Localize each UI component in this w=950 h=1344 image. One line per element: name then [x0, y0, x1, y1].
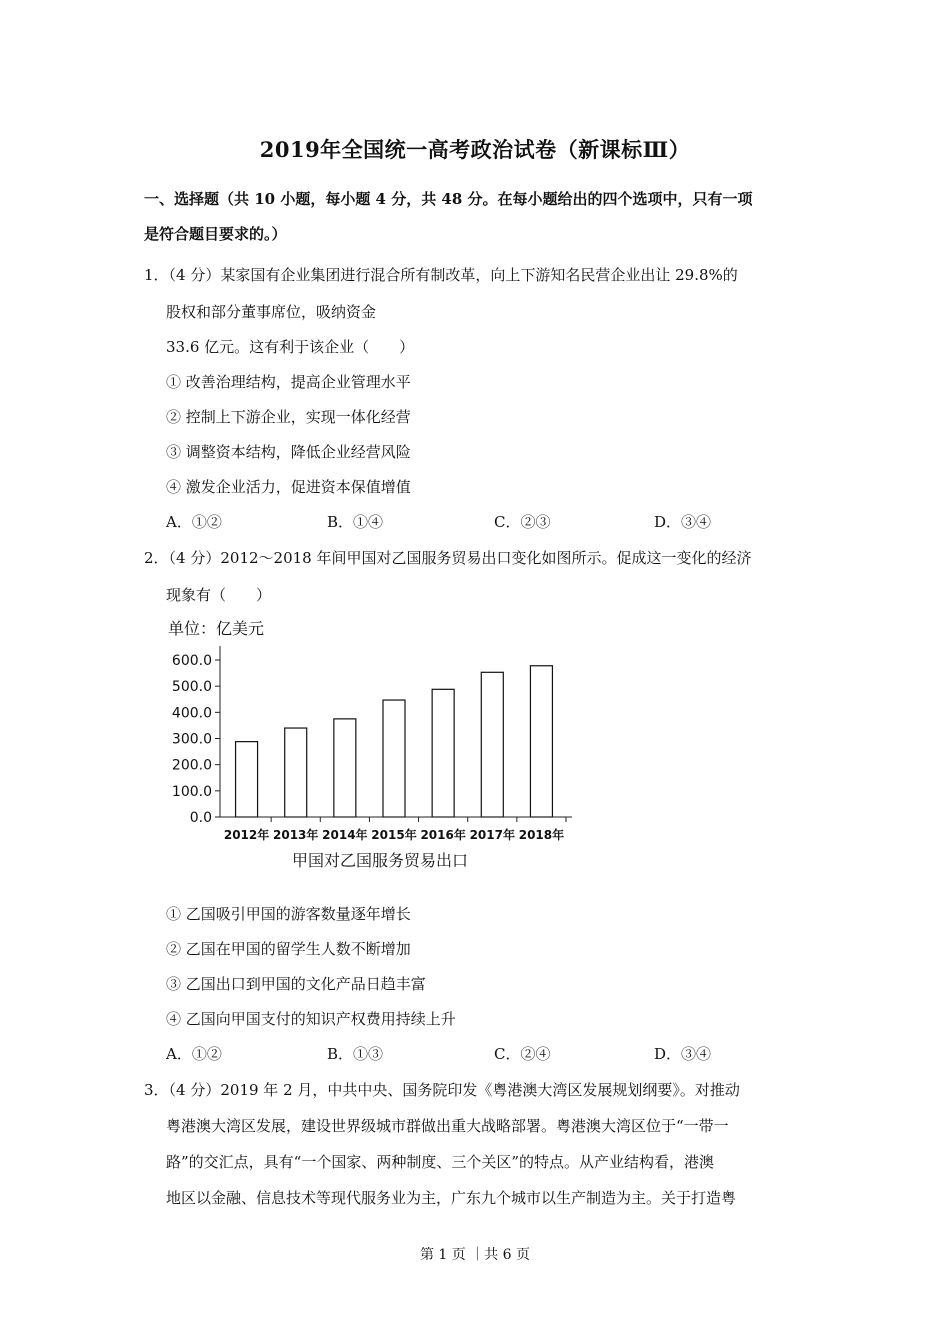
y-tick-label: 400.0	[171, 705, 212, 722]
bar	[383, 700, 405, 817]
bar	[481, 672, 503, 817]
question-3-stem: 地区以金融、信息技术等现代服务业为主，广东九个城市以生产制造为主。关于打造粤	[166, 1189, 737, 1207]
bar	[530, 666, 552, 817]
question-2-item: ③ 乙国出口到甲国的文化产品日趋丰富	[166, 975, 426, 993]
question-3-stem: 路”的交汇点，具有“一个国家、两种制度、三个关区”的特点。从产业结构看，港澳	[166, 1153, 715, 1171]
question-1-item: ② 控制上下游企业，实现一体化经营	[166, 408, 411, 426]
y-tick-label: 200.0	[171, 757, 212, 774]
y-tick-label: 600.0	[171, 653, 212, 669]
question-2-item: ④ 乙国向甲国支付的知识产权费用持续上升	[166, 1010, 456, 1028]
question-1-item: ③ 调整资本结构，降低企业经营风险	[166, 443, 411, 461]
question-2-option-d: D．③④	[654, 1045, 712, 1063]
x-tick-label: 2016年	[420, 828, 466, 842]
bar	[334, 719, 356, 817]
question-1-item: ① 改善治理结构，提高企业管理水平	[166, 373, 411, 391]
bar	[285, 728, 307, 817]
question-1-option-b: B．①④	[327, 513, 384, 531]
chart-unit-label: 单位：亿美元	[168, 619, 265, 638]
x-tick-label: 2015年	[371, 828, 417, 842]
question-1-option-a: A．①②	[166, 513, 222, 531]
question-1-option-d: D．③④	[654, 513, 712, 531]
question-2-item: ① 乙国吸引甲国的游客数量逐年增长	[166, 905, 411, 923]
y-tick-label: 300.0	[171, 731, 212, 748]
chart-x-title: 甲国对乙国服务贸易出口	[291, 851, 469, 870]
bars	[236, 666, 553, 817]
bar	[432, 689, 454, 817]
page-footer: 第 1 页 ｜共 6 页	[419, 1247, 531, 1263]
question-1-option-c: C．②③	[494, 513, 551, 531]
question-2-option-c: C．②④	[494, 1045, 551, 1063]
question-1-item: ④ 激发企业活力，促进资本保值增值	[166, 478, 411, 496]
question-2-item: ② 乙国在甲国的留学生人数不断增加	[166, 940, 411, 958]
y-tick-label: 0.0	[189, 810, 212, 826]
question-2-option-a: A．①②	[166, 1045, 222, 1063]
y-tick-label: 500.0	[171, 679, 212, 696]
x-tick-label: 2018年	[518, 828, 565, 842]
trade-export-chart	[160, 612, 590, 874]
x-tick-label: 2012年	[223, 828, 270, 842]
question-2-stem: 2．（4 分）2012～2018 年间甲国对乙国服务贸易出口变化如图所示。促成这一变化的经济	[144, 549, 752, 567]
bar-chart-svg	[160, 612, 590, 874]
question-3-stem: 粤港澳大湾区发展，建设世界级城市群做出重大战略部署。粤港澳大湾区位于“一带一	[166, 1117, 729, 1135]
x-tick-label: 2017年	[469, 828, 515, 842]
section-heading	[144, 182, 812, 252]
x-axis	[220, 817, 572, 842]
question-1-stem: 1．（4 分）某家国有企业集团进行混合所有制改革，向上下游知名民营企业出让 29.8%的	[144, 266, 738, 284]
x-tick-label: 2013年	[273, 828, 319, 842]
question-2-option-b: B．①③	[327, 1045, 384, 1063]
section-heading-line: 一、选择题（共 10 小题，每小题 4 分，共 48 分。在每小题给出的四个选项中，只有一项	[144, 190, 753, 208]
y-axis	[172, 646, 220, 826]
y-tick-label: 100.0	[171, 783, 212, 800]
question-2-stem: 现象有（ ）	[166, 586, 272, 604]
bar	[236, 742, 258, 817]
page-title: 2019年全国统一高考政治试卷（新课标Ⅲ）	[259, 137, 691, 162]
section-heading-line: 是符合题目要求的。）	[144, 225, 287, 243]
question-1-stem: 33.6 亿元。这有利于该企业（ ）	[166, 338, 415, 356]
x-tick-label: 2014年	[322, 828, 368, 842]
question-1-stem: 股权和部分董事席位，吸纳资金	[166, 303, 377, 321]
question-3-stem: 3．（4 分）2019 年 2 月，中共中央、国务院印发《粤港澳大湾区发展规划纲要》。对推动	[144, 1081, 740, 1099]
